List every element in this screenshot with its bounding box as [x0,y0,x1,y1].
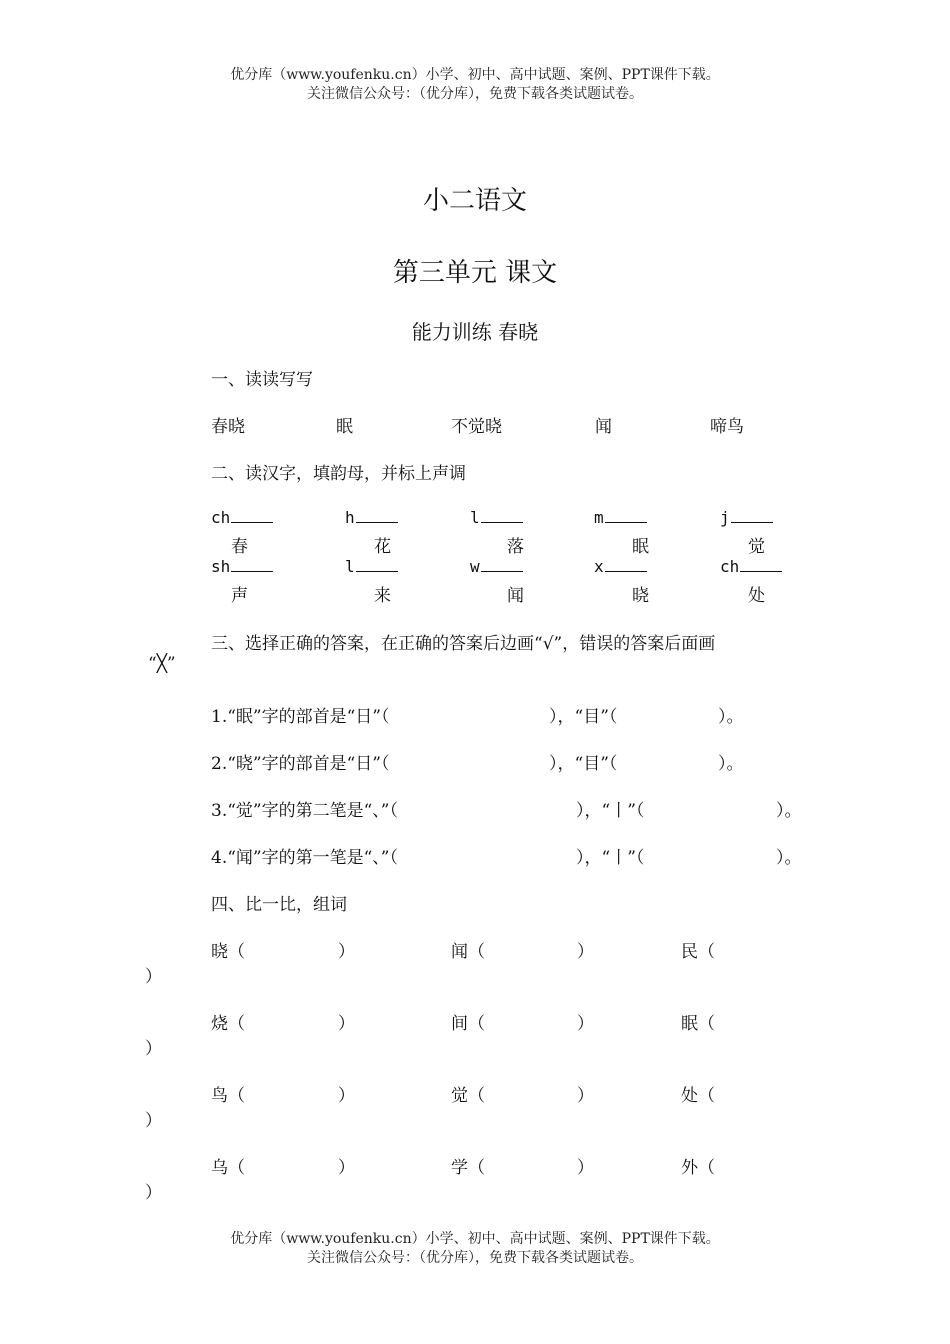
word-item: 闻 [595,417,612,437]
question-3-text: 3.“觉”字的第二笔是“、”（ [211,801,398,821]
pinyin-cell: h [345,508,398,527]
paren-close: ） [577,1014,594,1034]
footer-line-1: 优分库（www.youfenku.cn）小学、初中、高中试题、案例、PPT课件下载。 [230,1231,720,1247]
hanzi-char: 闻 [507,586,524,606]
header-line-2: 关注微信公众号：（优分库），免费下载各类试题试卷。 [307,86,643,102]
paren-close: ） [145,1039,162,1059]
paren-close: ） [145,1111,162,1131]
compare-word: 学（ [451,1158,485,1178]
word-item: 不觉晓 [451,417,502,437]
subject-title: 小二语文 [422,186,527,216]
compare-word: 外（ [681,1158,715,1178]
answer-blank[interactable] [740,557,782,572]
hanzi-char: 声 [231,586,248,606]
unit-title: 第三单元 课文 [392,258,558,288]
hanzi-char: 花 [374,537,391,557]
compare-word: 觉（ [451,1086,485,1106]
hanzi-char: 觉 [748,537,765,557]
pinyin-cell: m [594,508,647,527]
section4-heading: 四、比一比，组词 [211,895,347,915]
compare-word: 间（ [451,1014,485,1034]
hanzi-char: 落 [507,537,524,557]
compare-word: 处（ [681,1086,715,1106]
answer-blank[interactable] [481,508,523,523]
hanzi-char: 来 [374,586,391,606]
paren-close: ） [338,1158,355,1178]
question-1-mid: ），“目”（ [549,707,618,727]
pinyin-cell: ch [720,557,782,576]
paren-close: ） [577,942,594,962]
pinyin-cell: j [720,508,773,527]
paren-close: ） [577,1086,594,1106]
lesson-title: 能力训练 春晓 [411,320,539,344]
question-2-end: ）。 [718,754,744,774]
question-4-mid: ），“丨”（ [576,848,645,868]
answer-blank[interactable] [605,557,647,572]
answer-blank[interactable] [605,508,647,523]
answer-blank[interactable] [481,557,523,572]
compare-word: 闻（ [451,942,485,962]
paren-close: ） [145,967,162,987]
pinyin-cell: sh [211,557,273,576]
question-4-end: ）。 [776,848,802,868]
pinyin-cell: l [345,557,398,576]
word-item: 眠 [336,417,353,437]
hanzi-char: 处 [748,586,765,606]
answer-blank[interactable] [231,557,273,572]
question-3-mid: ），“丨”（ [576,801,645,821]
section2-heading: 二、读汉字，填韵母，并标上声调 [211,464,466,484]
footer-line-2: 关注微信公众号：（优分库），免费下载各类试题试卷。 [307,1250,643,1266]
hanzi-char: 春 [231,537,248,557]
question-2-text: 2.“晓”字的部首是“日”（ [211,754,390,774]
compare-word: 民（ [681,942,715,962]
question-3-end: ）。 [776,801,802,821]
compare-word: 烧（ [211,1014,245,1034]
paren-close: ） [577,1158,594,1178]
paren-close: ） [338,1086,355,1106]
word-item: 啼鸟 [710,417,744,437]
paren-close: ） [338,1014,355,1034]
question-1-end: ）。 [718,707,744,727]
pinyin-cell: x [594,557,647,576]
pinyin-cell: ch [211,508,273,527]
question-2-mid: ），“目”（ [549,754,618,774]
question-1-text: 1.“眠”字的部首是“日”（ [211,707,390,727]
compare-word: 鸟（ [211,1086,245,1106]
answer-blank[interactable] [731,508,773,523]
hanzi-char: 晓 [632,586,649,606]
paren-close: ） [145,1183,162,1203]
compare-word: 晓（ [211,942,245,962]
section3-heading-cont: “╳” [148,654,176,674]
question-4-text: 4.“闻”字的第一笔是“、”（ [211,848,398,868]
hanzi-char: 眠 [632,537,649,557]
pinyin-cell: w [470,557,523,576]
word-item: 春晓 [211,417,245,437]
header-line-1: 优分库（www.youfenku.cn）小学、初中、高中试题、案例、PPT课件下载。 [230,67,720,83]
answer-blank[interactable] [356,557,398,572]
section3-heading: 三、选择正确的答案，在正确的答案后边画“√”，错误的答案后面画 [211,634,716,654]
pinyin-cell: l [470,508,523,527]
compare-word: 眠（ [681,1014,715,1034]
answer-blank[interactable] [356,508,398,523]
compare-word: 乌（ [211,1158,245,1178]
section1-heading: 一、读读写写 [211,370,313,390]
paren-close: ） [338,942,355,962]
answer-blank[interactable] [231,508,273,523]
